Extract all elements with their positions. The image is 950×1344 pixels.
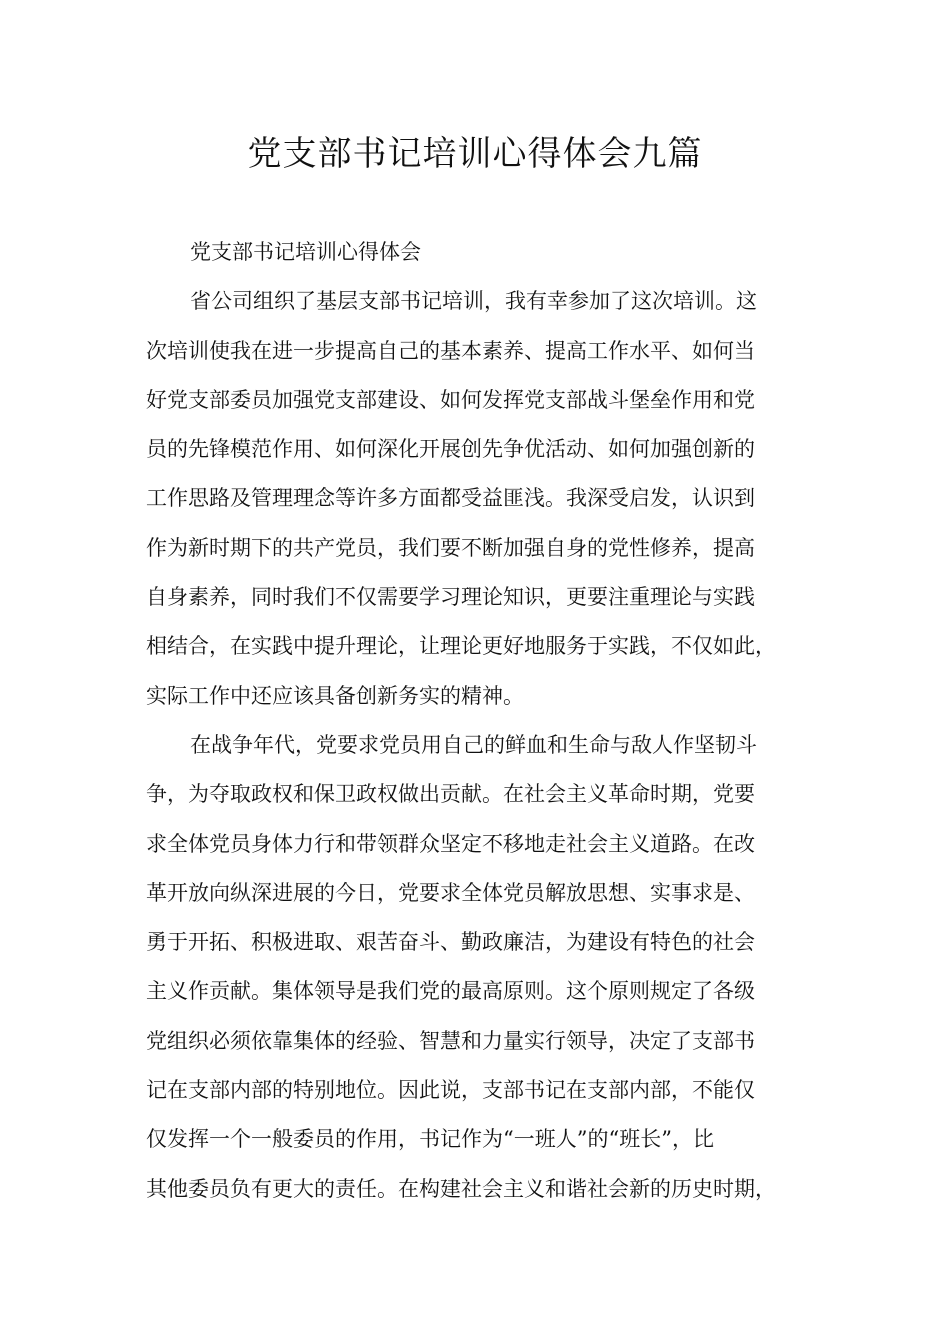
paragraph-line: 革开放向纵深进展的今日，党要求全体党员解放思想、实事求是、 — [146, 880, 755, 905]
paragraph-line: 在战争年代，党要求党员用自己的鲜血和生命与敌人作坚韧斗 — [190, 732, 757, 757]
paragraph-line: 党组织必须依靠集体的经验、智慧和力量实行领导，决定了支部书 — [146, 1028, 755, 1053]
paragraph-line: 实际工作中还应该具备创新务实的精神。 — [146, 683, 524, 708]
paragraph-line: 仅发挥一个一般委员的作用，书记作为“一班人”的“班长”，比 — [146, 1127, 714, 1152]
paragraph-1 — [146, 277, 826, 721]
paragraph-line: 勇于开拓、积极进取、艰苦奋斗、勤政廉洁，为建设有特色的社会 — [146, 930, 755, 955]
paragraph-line: 作为新时期下的共产党员，我们要不断加强自身的党性修养，提高 — [146, 535, 755, 560]
paragraph-line: 工作思路及管理理念等许多方面都受益匪浅。我深受启发，认识到 — [146, 486, 755, 511]
paragraph-2 — [146, 721, 826, 1214]
paragraph-line: 记在支部内部的特别地位。因此说，支部书记在支部内部，不能仅 — [146, 1078, 755, 1103]
document-body — [146, 228, 826, 1214]
paragraph-line: 争，为夺取政权和保卫政权做出贡献。在社会主义革命时期，党要 — [146, 782, 755, 807]
paragraph-line: 自身素养，同时我们不仅需要学习理论知识，更要注重理论与实践 — [146, 585, 755, 610]
paragraph-line: 员的先锋模范作用、如何深化开展创先争优活动、如何加强创新的 — [146, 437, 755, 462]
paragraph-line: 省公司组织了基层支部书记培训，我有幸参加了这次培训。这 — [190, 289, 757, 314]
paragraph-line: 相结合，在实践中提升理论，让理论更好地服务于实践，不仅如此， — [146, 634, 776, 659]
document-subtitle: 党支部书记培训心得体会 — [190, 240, 421, 264]
paragraph-line: 次培训使我在进一步提高自己的基本素养、提高工作水平、如何当 — [146, 338, 755, 363]
paragraph-line: 主义作贡献。集体领导是我们党的最高原则。这个原则规定了各级 — [146, 979, 755, 1004]
document-title: 党支部书记培训心得体会九篇 — [247, 134, 703, 174]
paragraph-line: 好党支部委员加强党支部建设、如何发挥党支部战斗堡垒作用和党 — [146, 387, 755, 412]
paragraph-line: 求全体党员身体力行和带领群众坚定不移地走社会主义道路。在改 — [146, 831, 755, 856]
paragraph-line: 其他委员负有更大的责任。在构建社会主义和谐社会新的历史时期， — [146, 1176, 776, 1201]
